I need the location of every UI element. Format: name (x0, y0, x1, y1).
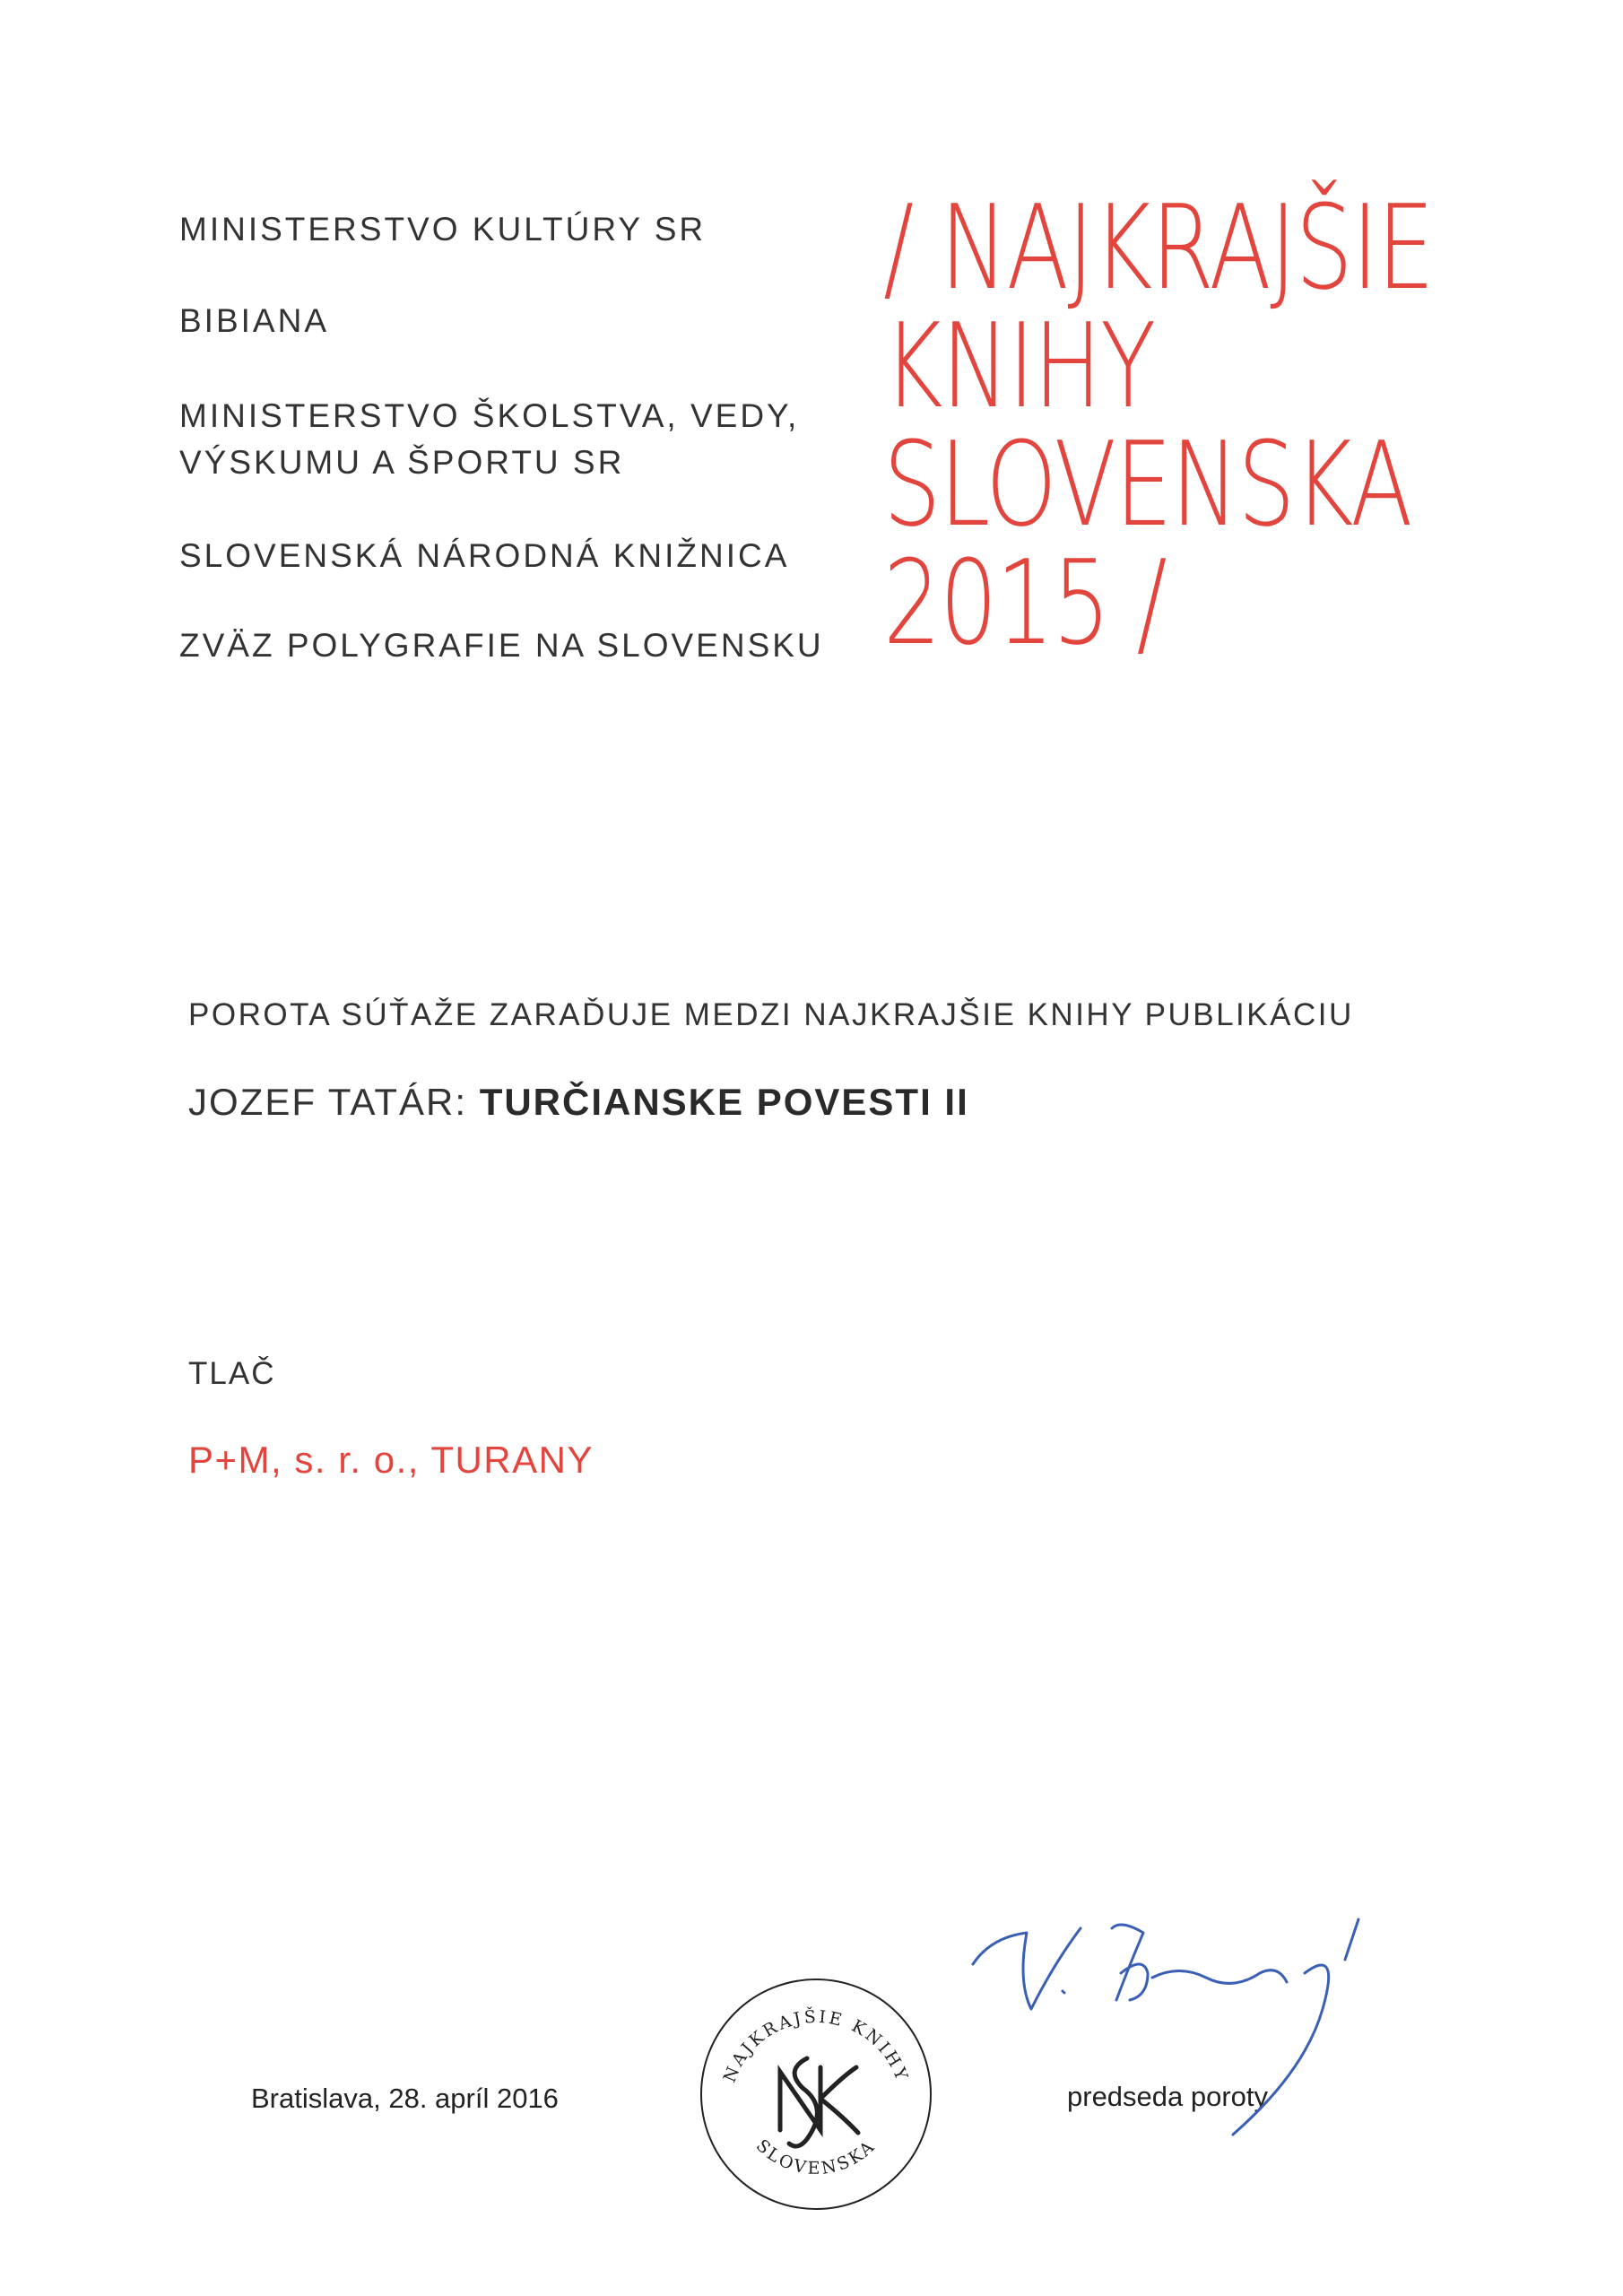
place-date: Bratislava, 28. apríl 2016 (251, 2083, 559, 2114)
print-label: TLAČ (188, 1356, 276, 1391)
organizer-ministry-culture: MINISTERSTVO KULTÚRY SR (179, 211, 707, 248)
organizer-bibiana: BIBIANA (179, 302, 329, 339)
svg-text:NAJKRAJŠIE KNIHY: NAJKRAJŠIE KNIHY (719, 2006, 913, 2085)
organizer-polygraphy-union: ZVÄZ POLYGRAFIE NA SLOVENSKU (179, 627, 824, 664)
organizer-national-library: SLOVENSKÁ NÁRODNÁ KNIŽNICA (179, 537, 790, 574)
book-title: TURČIANSKE POVESTI II (479, 1081, 969, 1123)
award-title-line-2: KNIHY (883, 298, 1155, 434)
award-seal-logo (695, 1973, 937, 2215)
svg-text:SLOVENSKA: SLOVENSKA (751, 2135, 881, 2179)
award-title (883, 179, 1434, 671)
award-title-line-3: SLOVENSKA (883, 416, 1411, 552)
book-author: JOZEF TATÁR: (188, 1081, 480, 1123)
jury-statement: POROTA SÚŤAŽE ZARAĎUJE MEDZI NAJKRAJŠIE KNIHY PUBLIKÁCIU (188, 997, 1354, 1032)
organizer-ministry-education-line1: MINISTERSTVO ŠKOLSTVA, VEDY, (179, 397, 800, 434)
organizer-ministry-education-line2: VÝSKUMU A ŠPORTU SR (179, 444, 625, 481)
award-title-line-1: / NAJKRAJŠIE (883, 179, 1434, 316)
chair-signature (964, 1910, 1466, 2144)
awarded-book (188, 1081, 969, 1124)
printer-name: P+M, s. r. o., TURANY (188, 1439, 594, 1481)
award-title-line-4: 2015 / (883, 535, 1167, 671)
jury-chair-label: predseda poroty (1067, 2081, 1269, 2112)
